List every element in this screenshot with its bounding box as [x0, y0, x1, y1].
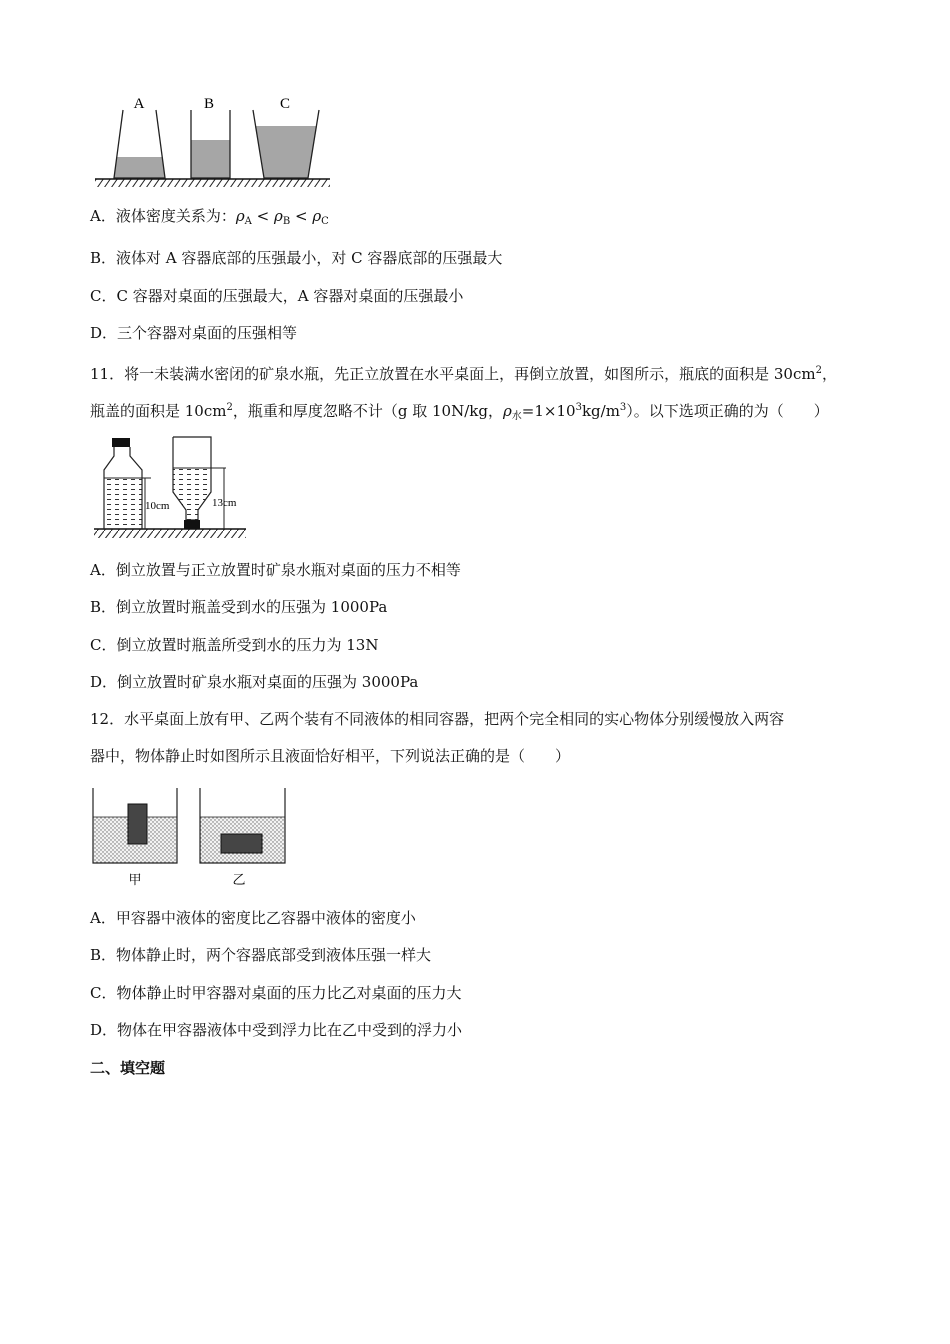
object-jia [128, 804, 147, 844]
subscript-a: A [244, 216, 252, 227]
q10-option-a-prefix: A．液体密度关系为： [90, 207, 236, 225]
object-yi [221, 834, 262, 853]
rho-symbol: ρ [235, 207, 245, 225]
label-jia: 甲 [128, 872, 142, 887]
less-than: < [290, 207, 313, 225]
rho-symbol: ρ [274, 207, 283, 225]
q11-stem-text: ， [821, 365, 837, 383]
superscript: 3 [575, 402, 582, 413]
q11-stem-text: 11．将一未装满水密闭的矿泉水瓶，先正立放置在水平桌面上，再倒立放置，如图所示，瓶底的面积是 30cm [90, 365, 816, 383]
figure-containers-jia-yi [88, 785, 298, 890]
superscript: 2 [815, 365, 822, 376]
section-heading: 二、填空题 [90, 1059, 166, 1077]
q11-option-c: C．倒立放置时瓶盖所受到水的压力为 13N [90, 636, 379, 654]
ground-hatch [94, 529, 246, 538]
q11-option-a: A．倒立放置与正立放置时矿泉水瓶对桌面的压力不相等 [90, 561, 461, 579]
label-13cm: 13cm [212, 497, 237, 509]
q11-stem-text: =1×10 [521, 402, 576, 420]
q12-option-a: A．甲容器中液体的密度比乙容器中液体的密度小 [90, 909, 416, 927]
q12-stem-line2: 器中，物体静止时如图所示且液面恰好相平，下列说法正确的是（ ） [90, 747, 571, 765]
ground-hatch [95, 179, 330, 187]
label-10cm: 10cm [145, 500, 170, 512]
q12-option-b: B．物体静止时，两个容器底部受到液体压强一样大 [90, 946, 432, 964]
bottle-cap-upright [112, 438, 130, 447]
figure-bottles [90, 432, 250, 540]
superscript: 2 [226, 402, 233, 413]
q10-option-d: D．三个容器对桌面的压强相等 [90, 324, 298, 342]
q11-stem-text: kg/m [581, 402, 620, 420]
q10-option-b: B．液体对 A 容器底部的压强最小，对 C 容器底部的压强最大 [90, 249, 503, 267]
water-upright [104, 478, 142, 529]
q12-stem-line1: 12．水平桌面上放有甲、乙两个装有不同液体的相同容器，把两个完全相同的实心物体分别缓慢放入两容 [90, 710, 785, 728]
q11-stem-line1 [90, 360, 837, 385]
q12-option-d: D．物体在甲容器液体中受到浮力比在乙中受到的浮力小 [90, 1021, 463, 1039]
q11-stem-text: ）。以下选项正确的为（ ） [626, 402, 829, 420]
subscript-c: C [321, 216, 329, 227]
label-b: B [203, 96, 215, 112]
subscript-b: B [282, 216, 291, 227]
liquid-c [255, 126, 317, 178]
label-yi: 乙 [232, 872, 246, 887]
less-than: < [251, 207, 275, 225]
q10-option-c: C．C 容器对桌面的压强最大，A 容器对桌面的压强最小 [90, 287, 464, 305]
q11-stem-text: ，瓶重和厚度忽略不计（g 取 10N/kg， [232, 402, 503, 420]
q11-stem-text: 瓶盖的面积是 10cm [90, 402, 227, 420]
liquid-a [114, 157, 165, 178]
label-a: A [133, 96, 145, 112]
label-c: C [279, 96, 291, 112]
q12-option-c: C．物体静止时甲容器对桌面的压力比乙对桌面的压力大 [90, 984, 462, 1002]
q10-option-a [90, 205, 329, 233]
rho-symbol: ρ [312, 207, 322, 225]
superscript: 3 [619, 402, 627, 413]
q11-option-b: B．倒立放置时瓶盖受到水的压强为 1000Pa [90, 598, 388, 616]
water-inverted [173, 468, 211, 520]
q11-option-d: D．倒立放置时矿泉水瓶对桌面的压强为 3000Pa [90, 673, 419, 691]
bottle-cap-inverted [184, 520, 200, 529]
liquid-b [191, 140, 230, 178]
rho-symbol: ρ [502, 402, 512, 420]
figure-containers-abc [90, 88, 340, 188]
subscript-water: 水 [511, 411, 522, 422]
q11-stem-line2 [90, 397, 829, 428]
